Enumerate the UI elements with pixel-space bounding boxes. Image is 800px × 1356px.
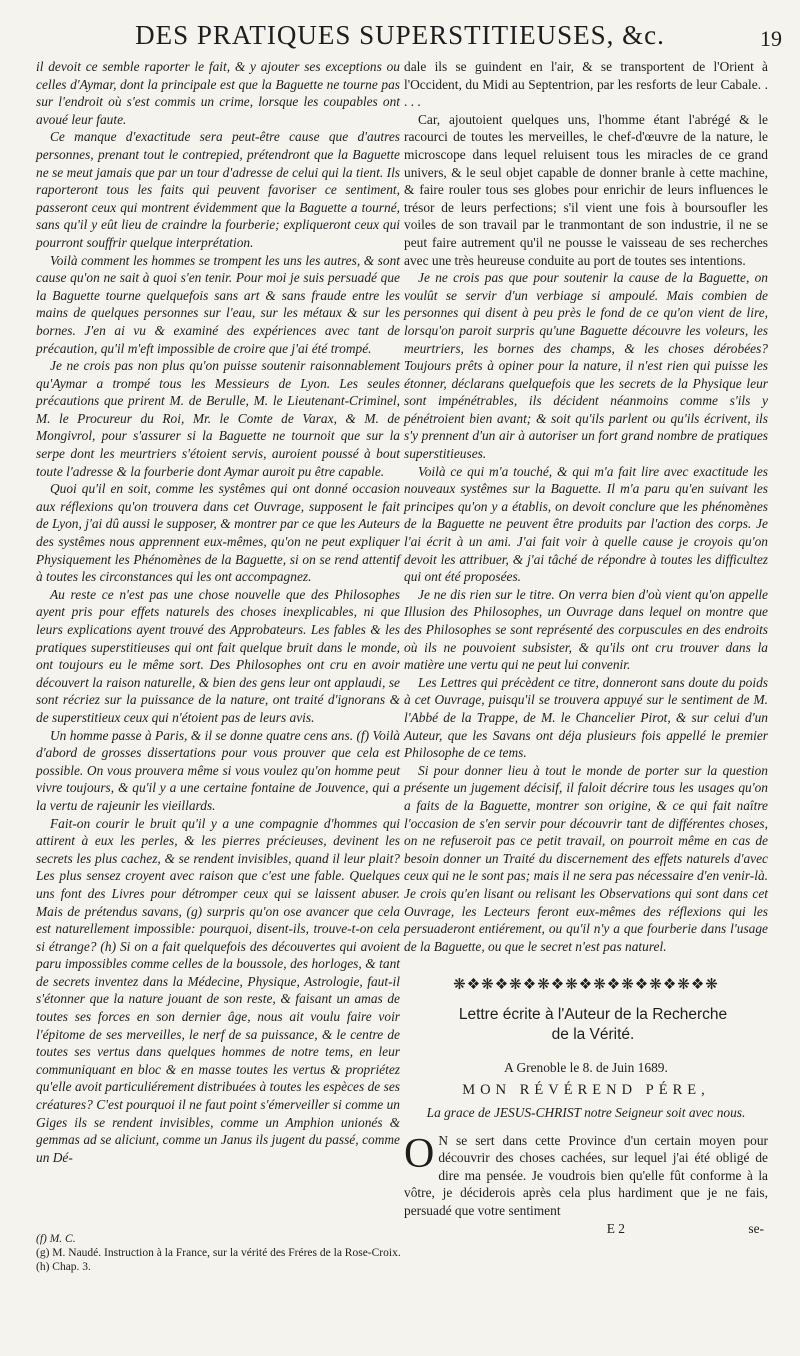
signature-mark: E 2 <box>606 1220 626 1236</box>
paragraph: Voilà ce qui m'a touché, & qui m'a fait lire avec exactitude les nouveaux systêmes sur la Baguette. Il m'a paru qu'en suivant les principes qu'on y a établis, on devoit conclure que les phénomènes de la Baguette ne peuvent être produits par l'action des corps. Je l'ai écrit à un ami. J'ai fait voir à quelle cause je croyois qu'on devoit les attribuer, & j'ai tâché de répondre à toutes les difficultez qui ont été proposées. <box>404 463 768 585</box>
ornament-divider: ❋❖❋❖❋❖❋❖❋❖❋❖❋❖❋❖❋❖❋ <box>453 977 719 994</box>
running-title: DES PRATIQUES SUPERSTITIEUSES, &c. <box>135 20 665 50</box>
paragraph: Car, ajoutoient quelques uns, l'homme étant l'abrégé & le racourci de toutes les merveilles, le chef-d'œuvre de la nature, le microscope dans lequel reluisent tous les miracles de ce grand univers, & le seul objet capable de donner branle à cette machine, & faire rouler tous ses globes pour enrichir de leurs influences le trésor de leurs perfections; s'il vient une fois à boursoufler les voiles de son travail par le tranmontant de son industrie, il ne se peut faire autrement qu'il ne pousse le vaisseau de ses recherches avec une très heureuse conduite au port de toutes ses intentions. <box>404 111 768 268</box>
letter-title-continued: de la Vérité. <box>551 1025 635 1043</box>
paragraph: Je ne dis rien sur le titre. On verra bien d'où vient qu'on appelle Illusion des Philosophes, un Ouvrage dans lequel on montre que des Philosophes se sont représenté des corpuscules en des endroits où ils ne pouvoient subsister, & qu'ils ont cru trouver dans la matière une vertu qui ne peut lui convenir. <box>404 586 768 673</box>
catchword-text: se- <box>748 1220 764 1236</box>
paragraph: Ce manque d'exactitude sera peut-être cause que d'autres personnes, prenant tout le contrepied, prétendront que la Baguette ne se meut jamais que par un tour d'adresse de celui qui la tient. Ils raporteront tous les faits qui peuvent favoriser ce sentiment, passeront ceux qui montrent évidemment que la Baguette a tourné, sans qu'il y eût lieu de craindre la fourberie; expliqueront ceux qui pourront souffrir quelque interprétation. <box>36 129 400 250</box>
letter-greeting: La grace de JESUS-CHRIST notre Seigneur soit avec nous. <box>426 1105 746 1121</box>
footnote: (h) Chap. 3. <box>36 1261 91 1273</box>
letter-salutation: MON RÉVÉREND PÉRE, <box>462 1082 710 1099</box>
footnotes <box>36 1232 400 1274</box>
paragraph: Un homme passe à Paris, & il se donne quatre cens ans. (f) Voilà d'abord de grosses dissertations pour vous prouver que cela est possible. On vous prouvera même si vous voulez qu'on homme peut vivre toujours, & qu'il y a une certaine fontaine de Jouvence, qui a la vertu de rajeunir les vieillards. <box>36 727 400 813</box>
paragraph: Fait-on courir le bruit qu'il y a une compagnie d'hommes qui attirent à eux les perles, & les pierres précieuses, devinent les secrets les plus cachez, & se rendent invisibles, quand il leur plait? Les plus sensez croyent avec raison que c'est une fable. Quelques uns font des Livres pour détromper ceux qui se laissent abuser. Mais de prétendus savans, (g) surpris qu'on ose avancer que cela est naturellement impossible: pourquoi, disent-ils, trouve-t-on cela si étrange? (h) Si on a fait quelquefois des découvertes qui avoient paru impossibles comme celles de la boussole, des horloges, & tant de secrets inventez dans la Médecine, Physique, Astrologie, faut-il s'étonner que la nature jouant de son reste, & faisant un amas de toutes ses forces en son dernier âge, nous ait voulu faire voir l'épitome de ses merveilles, le nerf de sa puissance, & le centre de toutes ses vertus dans quelques hommes de notre tems, en leur communiquant en bloc & en masse toutes les vertus & propriétez qu'elle avoit particuliérement distribuées à toutes les espèces de ses créatures? C'est pourquoi il ne faut point s'émerveiller si comme un Giges ils se rendent invisibles, comme un Amphion unionés & gemmas ad se aliciunt, comme un Janus ils jugent du passé, comme un Dé- <box>36 815 400 1165</box>
letter-title: Lettre écrite à l'Auteur de la Recherche <box>458 1005 728 1023</box>
page-number: 19 <box>760 26 782 51</box>
paragraph: Quoi qu'il en soit, comme les systêmes qui ont donné occasion aux réflexions qu'on trouvera dans cet Ouvrage, supposent le fait de Lyon, j'ai dû aussi le supposer, & montrer par ce que les Auteurs des systêmes nous apprennent eux-mêmes, qu'on ne peut expliquer Physiquement les Phénomènes de la Baguette, si on se rend attentif à toutes les circonstances qui les ont accompagnez. <box>36 481 400 585</box>
footnote: (g) M. Naudé. Instruction à la France, sur la vérité des Fréres de la Rose-Croix. <box>36 1247 401 1259</box>
running-head <box>0 14 800 58</box>
letter-date: A Grenoble le 8. de Juin 1689. <box>504 1059 668 1075</box>
footnote: (f) M. C. <box>36 1233 76 1245</box>
right-column <box>404 58 768 1237</box>
paragraph: Si pour donner lieu à tout le monde de porter sur la question présente un jugement décisif, il faloit décrire tous les usages qu'on a faits de la Baguette, montrer son origine, & ce qui fait naître l'occasion de s'en servir pour découvrir tant de différentes choses, on ne refuseroit pas ce petit travail, on pourroit même en cas de besoin donner un Traité du discernement des effets naturels d'avec ceux qui ne le sont pas; mais il ne sera pas nécessaire d'en venir-là. Je crois qu'en lisant ou relisant les Observations qui sont dans cet Ouvrage, les Lecteurs feront eux-mêmes des réflexions qui les persuaderont entiérement, ou qu'il n'y a que fourberie dans l'usage de la Baguette, ou que le secret n'est pas naturel. <box>404 762 768 954</box>
paragraph: Voilà comment les hommes se trompent les uns les autres, & sont cause qu'on ne sait à quoi s'en tenir. Pour moi je suis persuadé que la Baguette tourne quelquefois sans art & sans fraude entre les mains de quelques personnes sur l'eau, sur les métaux & sur les bornes. J'en ai vu & examiné des expériences avec tant de précaution, qu'il m'eft impossible de croire que j'ai été trompé. <box>36 252 400 356</box>
paragraph: il devoit ce semble raporter le fait, & y ajouter ses exceptions ou celles d'Aymar, dont la principale est que la Baguette ne tourne pas sur l'endroit où s'est commis un crime, lorsque les coupables ont avoué leur faute. <box>36 59 400 127</box>
paragraph: Je ne crois pas non plus qu'on puisse soutenir raisonnablement qu'Aymar a trompé tous les Messieurs de Lyon. Les seules précautions que prirent M. de Berulle, M. le Lieutenant-Criminel, M. le Procureur du Roi, Mr. le Comte de Varax, & M. de Mongivrol, pour s'assurer si la Baguette ne tournoit que sur la serpe dont les meurtriers s'étoient servis, auroient poussé à bout toute l'adresse & la fourberie dont Aymar auroit pu être capable. <box>36 358 400 479</box>
paragraph: Je ne crois pas que pour soutenir la cause de la Baguette, on voulût se servir d'un verbiage si ampoulé. Mais combien de personnes qui disent à peu près le fond de ce qu'on vient de lire, lorsqu'on paroit surpris qu'une Baguette découvre les voleurs, les meurtriers, les bornes des champs, & les choses dérobées? Toujours prêts à opiner pour la nature, il n'est rien qui puisse les étonner, déclarans quelquefois que les secrets de la Physique leur sont impénétrables, ils décident néanmoins comme s'ils y pénétroient bien avant; & soit qu'ils parlent ou qu'ils écrivent, ils s'y prennent d'un air à autoriser un fort grand nombre de pratiques superstitieuses. <box>404 270 768 462</box>
catchword <box>404 1220 768 1238</box>
letter-body-text: N se sert dans cette Province d'un certain moyen pour découvrir des choses cachées, sur lequel j'ai été obligé de dire ma pensée. Je voudrois bien qu'elle fût conforme à la vôtre, je déciderois après cela plus hardiment que je ne fais, persuadé que votre sentiment <box>404 1132 768 1219</box>
left-column <box>36 58 400 1166</box>
paragraph: dale ils se guindent en l'air, & se transportent de l'Orient à l'Occident, du Midi au Septentrion, par les resforts de leur Cabale. . . . . <box>404 59 768 110</box>
paragraph: Au reste ce n'est pas une chose nouvelle que des Philosophes ayent pris pour effets naturels des choses inexplicables, ni que leurs explications ayent trouvé des Approbateurs. Les fables & les pratiques superstitieuses qui ont fait quelque bruit dans le monde, ont toujours eu le même sort. Des Philosophes ont cru en avoir découvert la raison naturelle, & bien des gens leur ont applaudi, se sont récriez sur la puissance de la nature, ont traité d'ignorans & de superstitieux ceux qui n'étoient pas de leurs avis. <box>36 586 400 725</box>
drop-cap: O <box>404 1130 435 1177</box>
letter-body <box>404 1132 768 1220</box>
paragraph: Les Lettres qui précèdent ce titre, donneront sans doute du poids à cet Ouvrage, puisqu'il se trouvera appuyé sur le sentiment de M. l'Abbé de la Trappe, de M. le Chancelier Pirot, & sur celui d'un Auteur, que les Savans ont déja plusieurs fois appellé le premier Philosophe de ce tems. <box>404 674 768 761</box>
